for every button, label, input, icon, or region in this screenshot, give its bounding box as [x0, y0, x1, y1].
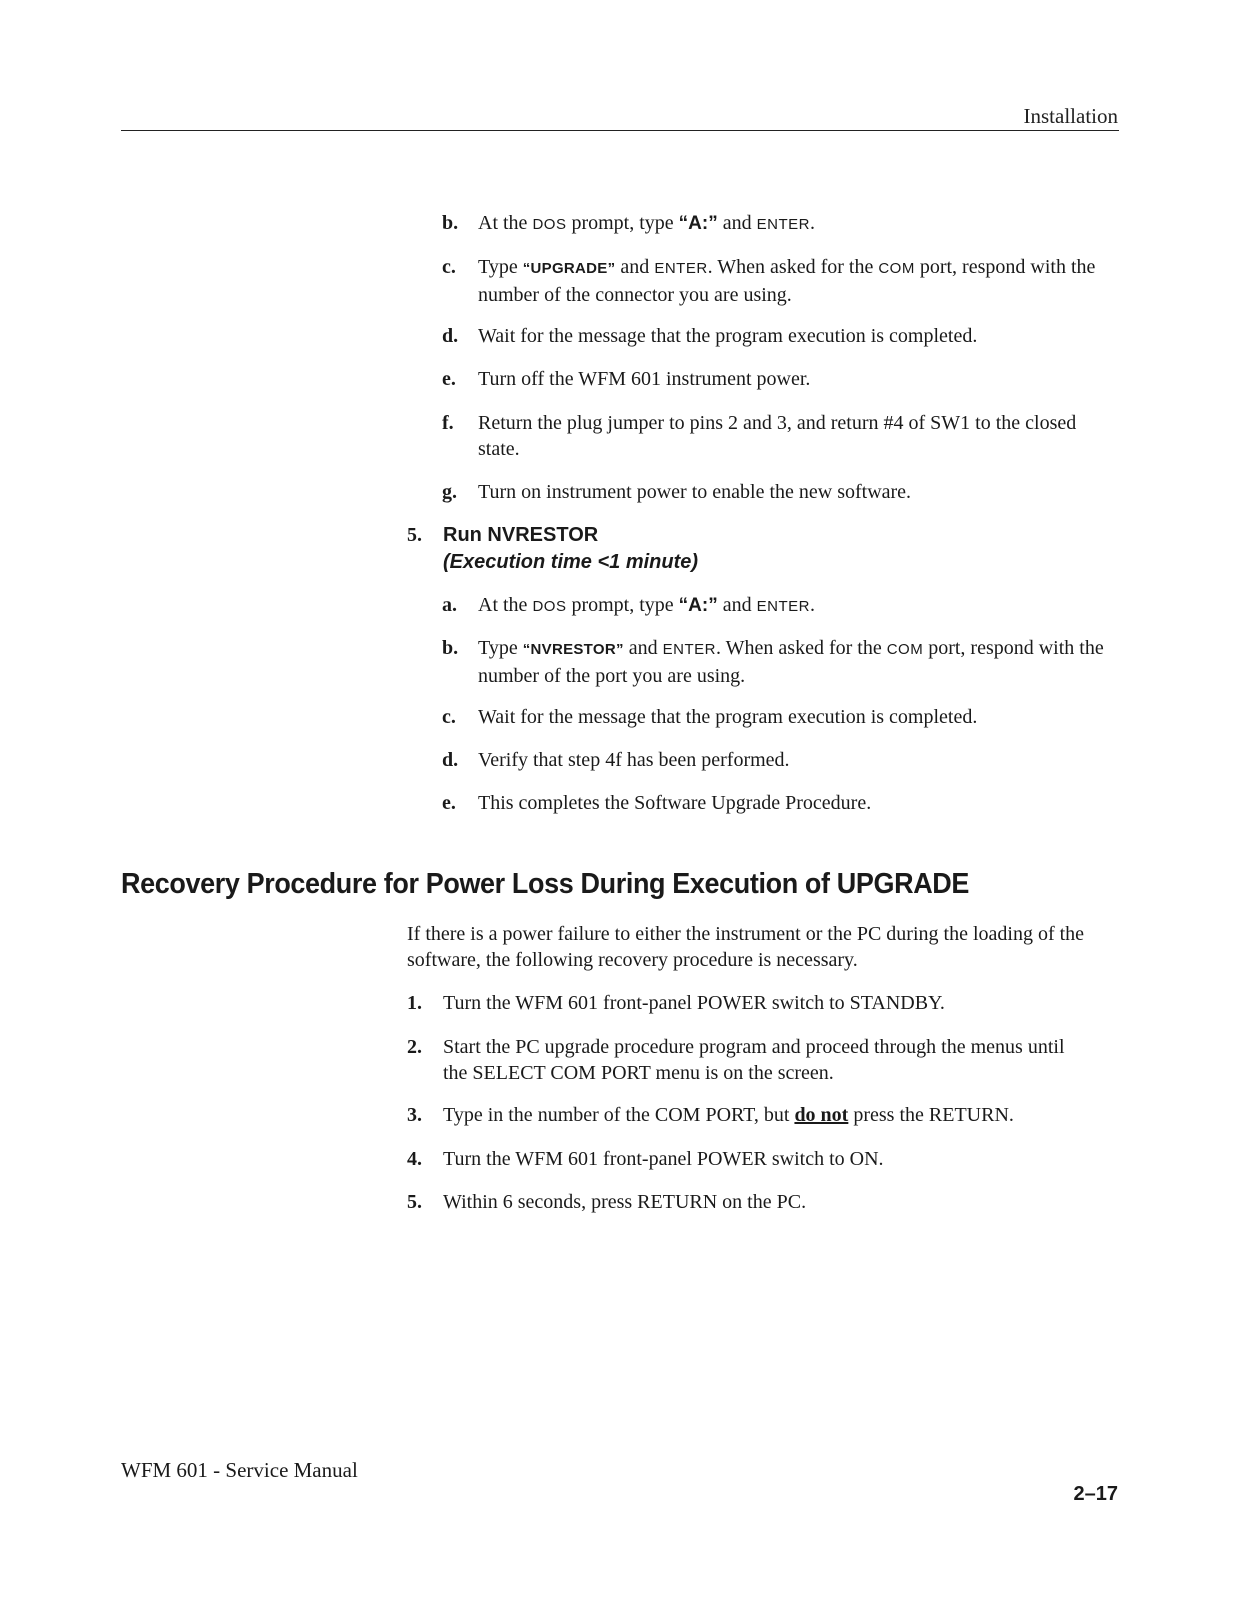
substep-label: b.: [442, 637, 459, 659]
step-number: 3.: [407, 1104, 422, 1126]
step-number: 1.: [407, 992, 422, 1014]
step-title-line2: (Execution time <1 minute): [443, 551, 699, 573]
header-section-title: Installation: [1023, 104, 1118, 128]
substep-label: a.: [442, 594, 457, 616]
step-number: 5.: [407, 1191, 422, 1213]
section-heading: Recovery Procedure for Power Loss During Execution of UPGRADE: [121, 868, 970, 900]
substep-label: g.: [442, 481, 457, 503]
footer-manual-title: WFM 601 - Service Manual: [121, 1458, 358, 1482]
page-number: 2–17: [1073, 1483, 1118, 1505]
emphasis-text: do not: [794, 1104, 849, 1126]
substep-text: Turn off the WFM 601 instrument power.: [478, 368, 811, 390]
substep-label: f.: [442, 412, 454, 434]
substep-text: Wait for the message that the program execution is completed.: [478, 706, 978, 728]
substep-label: c.: [442, 706, 456, 728]
section-intro-paragraph: If there is a power failure to either the instrument or the PC during the loading of the software, the following recovery procedure is necessary.: [407, 923, 1085, 971]
step-text: Type in the number of the COM PORT, but do not press the RETURN.: [443, 1104, 1014, 1126]
step-number: 2.: [407, 1036, 422, 1058]
substep-label: d.: [442, 749, 459, 771]
substep-text: Return the plug jumper to pins 2 and 3, and return #4 of SW1 to the closed state.: [478, 412, 1077, 460]
step-text: Turn the WFM 601 front-panel POWER switch to ON.: [443, 1148, 884, 1170]
substep-label: b.: [442, 212, 459, 234]
substep-text: Turn on instrument power to enable the new software.: [478, 481, 912, 503]
step-number: 4.: [407, 1148, 422, 1170]
substep-label: e.: [442, 792, 456, 814]
step-text: Turn the WFM 601 front-panel POWER switch to STANDBY.: [443, 992, 945, 1014]
step-text: Start the PC upgrade procedure program and proceed through the menus until the SELECT COM PORT menu is on the screen.: [443, 1036, 1065, 1084]
step-number: 5.: [407, 524, 422, 546]
substep-label: d.: [442, 325, 459, 347]
step-text: Within 6 seconds, press RETURN on the PC.: [443, 1191, 807, 1213]
substep-text: At the DOS prompt, type “A:” and ENTER.: [478, 212, 815, 234]
step-title-line1: Run NVRESTOR: [443, 524, 599, 546]
substep-label: c.: [442, 256, 456, 278]
substep-text: Type “NVRESTOR” and ENTER. When asked for the COM port, respond with the number of the port you are using.: [478, 637, 1104, 687]
substep-text: At the DOS prompt, type “A:” and ENTER.: [478, 594, 815, 616]
substep-text: Wait for the message that the program execution is completed.: [478, 325, 978, 347]
substep-label: e.: [442, 368, 456, 390]
header-rule: [121, 130, 1119, 131]
substep-text: This completes the Software Upgrade Procedure.: [478, 792, 872, 814]
substep-text: Verify that step 4f has been performed.: [478, 749, 790, 771]
substep-text: Type “UPGRADE” and ENTER. When asked for the COM port, respond with the number of the connector you are using.: [478, 256, 1096, 306]
